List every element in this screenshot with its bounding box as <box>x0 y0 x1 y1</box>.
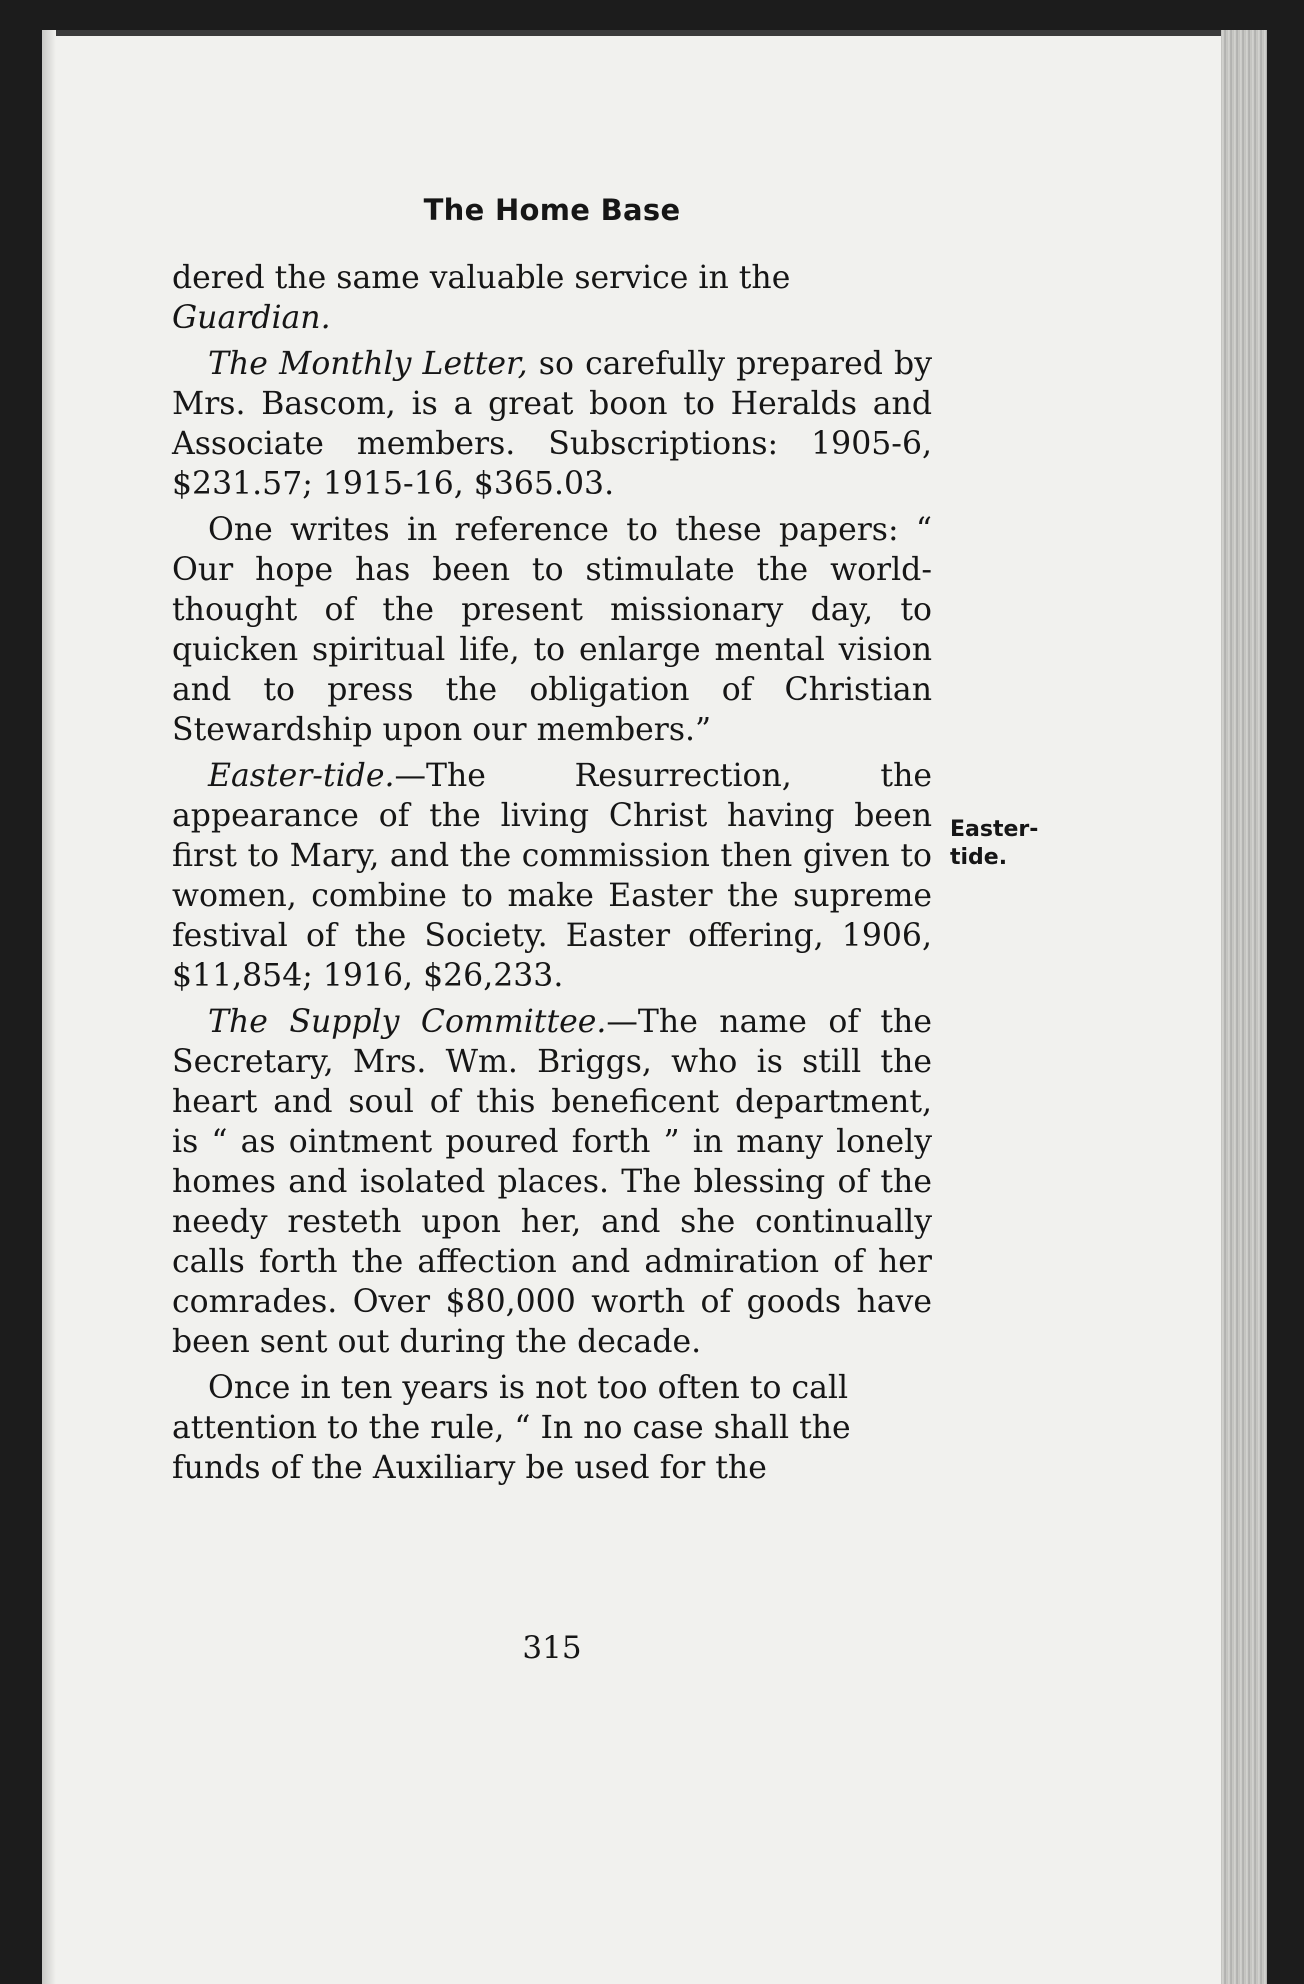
paragraph-2-text: so carefully prepared by Mrs. Bascom, is a great boon to Heralds and Associate members. Subscriptions: 1905-6, $231.57; 1915-16, $365.03. <box>172 346 932 502</box>
running-title: The Home Base <box>423 193 681 227</box>
page-number: 315 <box>522 1630 582 1666</box>
margin-note <box>950 816 1038 872</box>
paragraph-1-text: dered the same valuable service in the <box>172 260 791 296</box>
paragraph-6 <box>172 1368 932 1488</box>
paragraph-2 <box>172 344 932 504</box>
paragraph-6-text: Once in ten years is not too often to call attention to the rule, “ In no case shall the funds of the Auxiliary be used for the <box>172 1370 851 1486</box>
paragraph-4 <box>172 756 932 996</box>
paragraph-3-text: One writes in reference to these papers: “ Our hope has been to stimulate the world-thought of the present missionary day, to quicken spiritual life, to enlarge mental vision and to press the obligation of Christian Stewardship upon our members.” <box>172 512 932 748</box>
paragraph-3 <box>172 510 932 750</box>
paragraph-1 <box>172 258 932 338</box>
paragraph-5-lead: The Supply Committee. <box>208 1004 607 1040</box>
margin-note-line-1: Easter- <box>950 817 1039 842</box>
paragraph-4-text: —The Resurrection, the appearance of the living Christ having been first to Mary, and the commission then given to women, combine to make Easter the supreme festival of the Society. Easter offering, 1906, $11,854; 1916, $26,233. <box>172 758 932 994</box>
paragraph-1-italic-tail: Guardian. <box>172 300 331 336</box>
paragraph-4-lead: Easter-tide. <box>208 758 395 794</box>
paragraph-2-lead: The Monthly Letter, <box>208 346 528 382</box>
paragraph-5-text: —The name of the Secretary, Mrs. Wm. Briggs, who is still the heart and soul of this beneficent department, is “ as ointment poured forth ” in many lonely homes and isolated places. The blessing of the needy resteth upon her, and she continually calls forth the affection and admiration of her comrades. Over $80,000 worth of goods have been sent out during the decade. <box>172 1004 932 1360</box>
paragraph-5 <box>172 1002 932 1362</box>
page-stack-edge <box>1221 30 1267 1984</box>
page-body <box>172 190 932 1494</box>
margin-note-line-2: tide. <box>950 845 1008 870</box>
page-top-edge <box>42 30 1267 36</box>
gutter-shadow <box>42 30 56 1984</box>
